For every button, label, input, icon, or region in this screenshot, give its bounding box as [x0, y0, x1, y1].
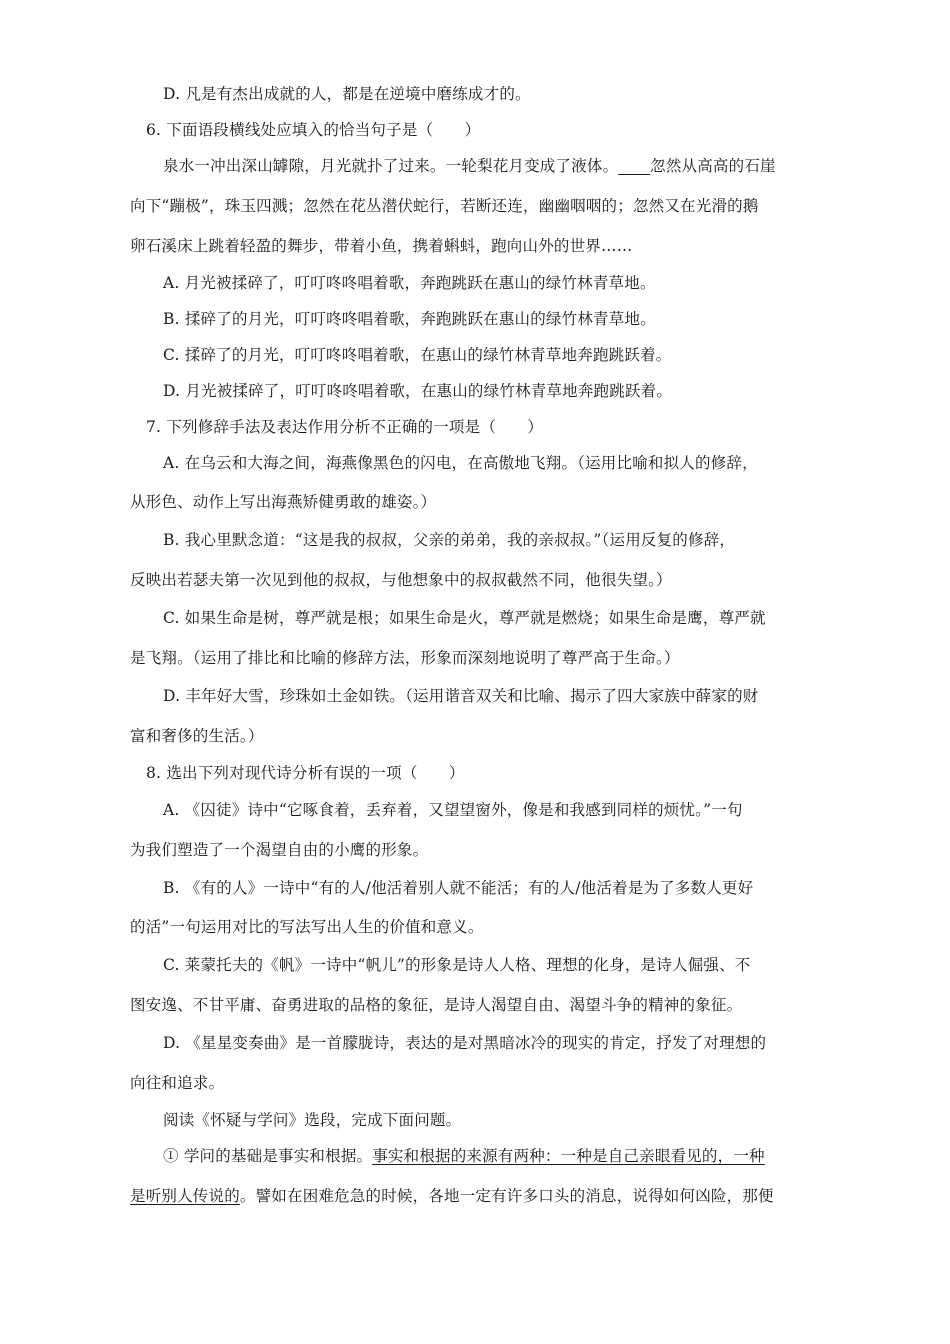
q7-option-b-line-1: B. 我心里默念道：“这是我的叔叔，父亲的弟弟，我的亲叔叔。”（运用反复的修辞， — [163, 531, 736, 549]
q8-stem: 8. 选出下列对现代诗分析有误的一项（ ） — [146, 764, 465, 782]
q7-option-d-line-2: 富和奢侈的生活。） — [130, 727, 264, 745]
underlined-sentence-end: 是听别人传说的 — [130, 1187, 240, 1205]
q7-option-a-line-2: 从形色、动作上写出海燕矫健勇敢的雄姿。） — [130, 493, 437, 511]
q7-option-c-line-2: 是飞翔。（运用了排比和比喻的修辞方法，形象而深刻地说明了尊严高于生命。） — [130, 649, 680, 667]
reading-intro: 阅读《怀疑与学问》选段，完成下面问题。 — [163, 1111, 462, 1129]
q6-option-d: D. 月光被揉碎了，叮叮咚咚唱着歌，在惠山的绿竹林青草地奔跑跳跃着。 — [163, 382, 673, 400]
q8-option-a-line-2: 为我们塑造了一个渴望自由的小鹰的形象。 — [130, 841, 429, 859]
reading-para-1-line-2: 是听别人传说的。譬如在困难危急的时候，各地一定有许多口头的消息，说得如何凶险，那便 — [130, 1187, 774, 1205]
q7-option-b-line-2: 反映出若瑟夫第一次见到他的叔叔，与他想象中的叔叔截然不同，他很失望。） — [130, 571, 672, 589]
q6-stem: 6. 下面语段横线处应填入的恰当句子是（ ） — [146, 121, 481, 139]
q6-option-a: A. 月光被揉碎了，叮叮咚咚唱着歌，奔跑跳跃在惠山的绿竹林青草地。 — [163, 274, 656, 292]
q8-option-b-line-2: 的活”一句运用对比的写法写出人生的价值和意义。 — [130, 918, 484, 936]
q7-option-c-line-1: C. 如果生命是树，尊严就是根；如果生命是火，尊严就是燃烧；如果生命是鹰，尊严就 — [163, 609, 766, 627]
q6-option-c: C. 揉碎了的月光，叮叮咚咚唱着歌，在惠山的绿竹林青草地奔跑跳跃着。 — [163, 346, 672, 364]
q5-option-d: D. 凡是有杰出成就的人，都是在逆境中磨练成才的。 — [163, 85, 531, 103]
reading-para-1-line-1: ① 学问的基础是事实和根据。事实和根据的来源有两种：一种是自己亲眼看见的，一种 — [163, 1147, 765, 1165]
q8-option-c-line-2: 图安逸、不甘平庸、奋勇进取的品格的象征，是诗人渴望自由、渴望斗争的精神的象征。 — [130, 996, 743, 1014]
q6-passage-line-2: 向下“蹦极”，珠玉四溅；忽然在花丛潜伏蛇行，若断还连，幽幽咽咽的；忽然又在光滑的鹅 — [130, 197, 759, 215]
q8-option-a-line-1: A. 《囚徒》诗中“它啄食着，丢弃着，又望望窗外，像是和我感到同样的烦忧。”一句 — [163, 801, 743, 819]
q8-option-b-line-1: B. 《有的人》一诗中“有的人/他活着别人就不能活；有的人/他活着是为了多数人更好 — [163, 879, 754, 897]
fill-blank: ____ — [618, 157, 651, 175]
q8-option-d-line-1: D. 《星星变奏曲》是一首朦胧诗，表达的是对黑暗冰冷的现实的肯定，抒发了对理想的 — [163, 1034, 767, 1052]
q7-option-d-line-1: D. 丰年好大雪，珍珠如土金如铁。（运用谐音双关和比喻、揭示了四大家族中薛家的财 — [163, 687, 759, 705]
q6-passage-line-3: 卵石溪床上跳着轻盈的舞步，带着小鱼，携着蝌蚪，跑向山外的世界…… — [130, 237, 633, 255]
q7-stem: 7. 下列修辞手法及表达作用分析不正确的一项是（ ） — [146, 418, 544, 436]
q7-option-a-line-1: A. 在乌云和大海之间，海燕像黑色的闪电，在高傲地飞翔。（运用比喻和拟人的修辞， — [163, 454, 758, 472]
q8-option-c-line-1: C. 莱蒙托夫的《帆》一诗中“帆儿”的形象是诗人人格、理想的化身，是诗人倔强、不 — [163, 956, 751, 974]
q6-option-b: B. 揉碎了的月光，叮叮咚咚唱着歌，奔跑跳跃在惠山的绿竹林青草地。 — [163, 310, 656, 328]
q8-option-d-line-2: 向往和追求。 — [130, 1074, 225, 1092]
underlined-sentence: 事实和根据的来源有两种：一种是自己亲眼看见的，一种 — [372, 1147, 765, 1165]
q6-passage-line-1: 泉水一冲出深山罅隙，月光就扑了过来。一轮梨花月变成了液体。____忽然从高高的石崖 — [163, 157, 776, 175]
